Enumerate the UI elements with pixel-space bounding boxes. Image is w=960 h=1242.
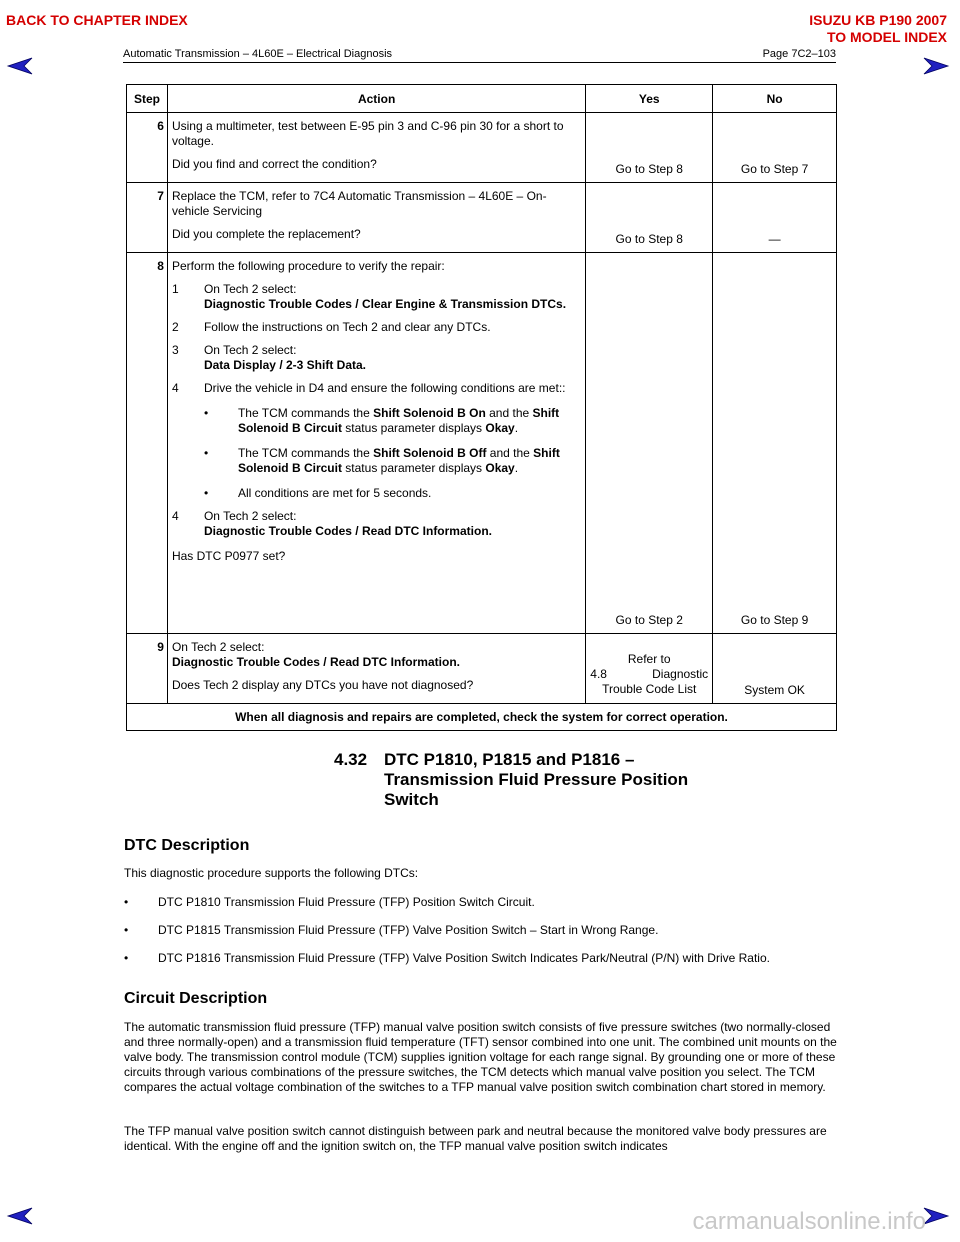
bullet-icon: • [203, 486, 209, 500]
list-item: 3 On Tech 2 select: Data Display / 2-3 Shift Data. [171, 343, 366, 372]
arrow-left-icon[interactable] [6, 56, 34, 76]
final-instruction: When all diagnosis and repairs are completed, check the system for correct operation. [127, 704, 837, 731]
circuit-description-paragraph: The TFP manual valve position switch cannot distinguish between park and neutral because the monitored valve body pressures are identical. With the engine off and the ignition switch on, the TFP manual valve position switch indicates [124, 1124, 827, 1153]
action-text: Using a multimeter, test between E-95 pin 3 and C-96 pin 30 for a short to voltage. [171, 119, 564, 148]
step-number: 6 [127, 113, 168, 183]
dtc-description-intro: This diagnostic procedure supports the following DTCs: [124, 866, 419, 880]
bullet-icon: • [124, 951, 129, 965]
bullet-icon: • [203, 406, 209, 420]
no-result: Go to Step 9 [713, 253, 837, 634]
no-result: — [713, 183, 837, 253]
table-header-row [127, 85, 837, 113]
menu-path: Data Display / 2-3 Shift Data. [203, 358, 366, 372]
action-question: Has DTC P0977 set? [171, 549, 286, 563]
list-item: 4 Drive the vehicle in D4 and ensure the following conditions are met:: [171, 381, 566, 395]
arrow-right-icon[interactable] [922, 56, 950, 76]
step-action [167, 253, 585, 634]
table-row [127, 113, 837, 183]
yes-result: Refer to 4.8 Diagnostic Trouble Code List [586, 634, 713, 704]
action-text: Perform the following procedure to verify the repair: [171, 259, 445, 273]
circuit-description-heading: Circuit Description [124, 990, 268, 1007]
yes-result: Go to Step 2 [586, 253, 713, 634]
step-number: 9 [127, 634, 168, 704]
step-number: 7 [127, 183, 168, 253]
no-result: Go to Step 7 [713, 113, 837, 183]
action-question: Did you find and correct the condition? [171, 157, 377, 171]
model-index-link[interactable]: TO MODEL INDEX [826, 29, 947, 45]
condition-item: • All conditions are met for 5 seconds. [203, 486, 432, 500]
col-header-action: Action [167, 85, 585, 113]
action-question: Did you complete the replacement? [171, 227, 361, 241]
page-number: Page 7C2–103 [762, 48, 836, 60]
step-action [167, 634, 585, 704]
bullet-icon: • [203, 446, 209, 460]
step-action [167, 183, 585, 253]
watermark: carmanualsonline.info [692, 1208, 926, 1235]
action-text: Replace the TCM, refer to 7C4 Automatic Transmission – 4L60E – On-vehicle Servicing [171, 189, 547, 218]
bullet-icon: • [124, 923, 129, 937]
yes-result: Go to Step 8 [586, 183, 713, 253]
no-result: System OK [713, 634, 837, 704]
arrow-left-icon[interactable] [6, 1206, 34, 1226]
action-question: Does Tech 2 display any DTCs you have not diagnosed? [171, 678, 474, 692]
diagnostic-table [126, 84, 837, 731]
bullet-icon: • [124, 895, 129, 909]
col-header-yes: Yes [586, 85, 713, 113]
col-header-no: No [713, 85, 837, 113]
dtc-description-heading: DTC Description [124, 837, 250, 854]
back-to-chapter-index-link[interactable]: BACK TO CHAPTER INDEX [6, 12, 188, 28]
page-header-title: Automatic Transmission – 4L60E – Electrical Diagnosis [123, 48, 393, 60]
section-heading: DTC P1810, P1815 and P1816 – Transmission Fluid Pressure Position Switch [384, 750, 689, 809]
condition-item: • The TCM commands the Shift Solenoid B On and the Shift Solenoid B Circuit status parameter displays Okay. [203, 406, 560, 435]
table-footer-row [127, 704, 837, 731]
header-divider [123, 62, 836, 63]
col-header-step: Step [127, 85, 168, 113]
table-row [127, 183, 837, 253]
menu-path: Diagnostic Trouble Codes / Read DTC Information. [171, 655, 460, 669]
circuit-description-paragraph: The automatic transmission fluid pressure (TFP) manual valve position switch consists of five pressure switches (two normally-closed and three normally-open) and a transmission fluid temperature (TFT) sensor combined into one unit. The combined unit mounts on the valve body. The transmission control module (TCM) supplies ignition voltage for each range signal. By grounding one or more of these circuits through various combinations of the pressure switches, the TCM detects which manual valve position you select. The TCM compares the actual voltage combination of the switches to a TFP manual valve position switch combination chart stored in memory. [124, 1020, 837, 1094]
menu-path: Diagnostic Trouble Codes / Read DTC Information. [203, 524, 492, 538]
model-title-link[interactable]: ISUZU KB P190 2007 [809, 12, 947, 28]
list-item: 4 On Tech 2 select: Diagnostic Trouble Codes / Read DTC Information. [171, 509, 492, 538]
step-number: 8 [127, 253, 168, 634]
step-action [167, 113, 585, 183]
menu-path: Diagnostic Trouble Codes / Clear Engine & Transmission DTCs. [203, 297, 567, 311]
table-row [127, 634, 837, 704]
list-item: 2 Follow the instructions on Tech 2 and clear any DTCs. [171, 320, 491, 334]
action-text: On Tech 2 select: [171, 640, 265, 654]
arrow-right-icon[interactable] [922, 1206, 950, 1226]
table-row [127, 253, 837, 634]
condition-item: • The TCM commands the Shift Solenoid B Off and the Shift Solenoid B Circuit status parameter displays Okay. [203, 446, 560, 475]
list-item: 1 On Tech 2 select: Diagnostic Trouble Codes / Clear Engine & Transmission DTCs. [171, 282, 567, 311]
section-number: 4.32 [334, 750, 368, 769]
yes-result: Go to Step 8 [586, 113, 713, 183]
